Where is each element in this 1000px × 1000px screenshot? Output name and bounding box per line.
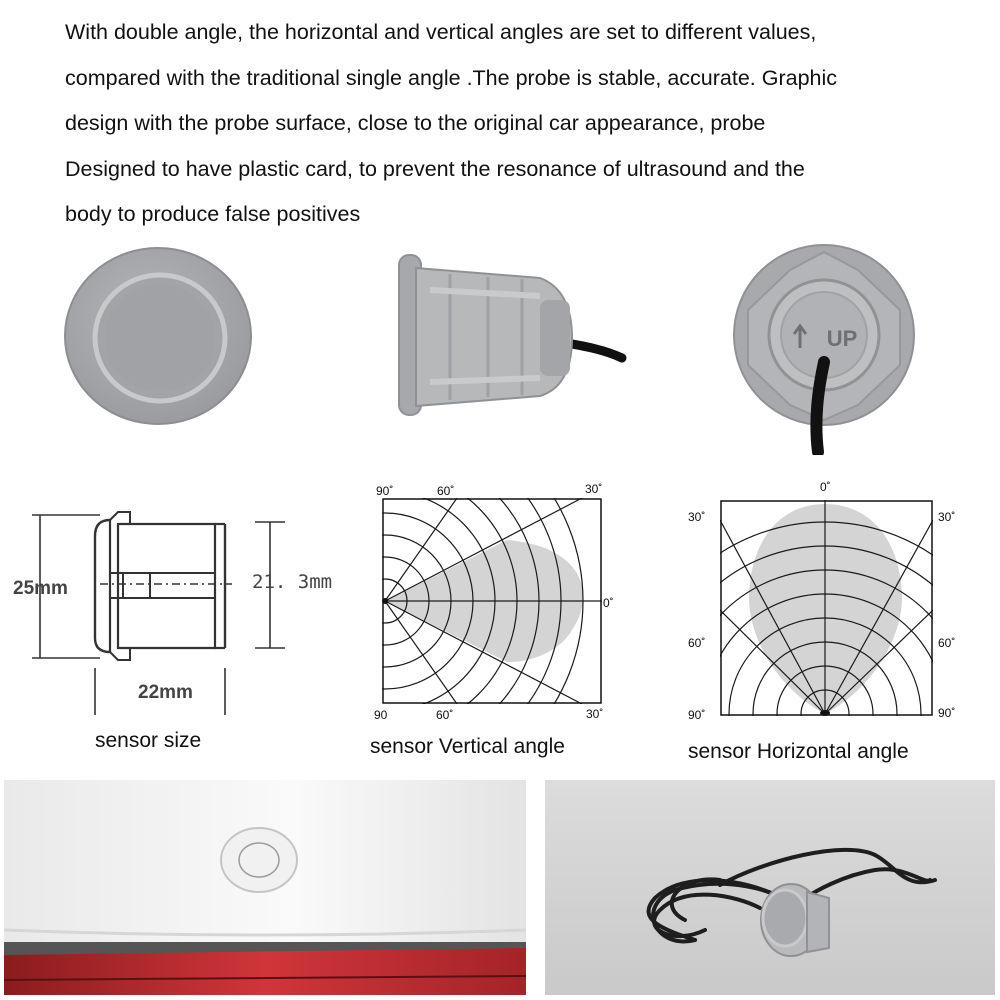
vertical-angle-diagram <box>382 498 602 704</box>
sensor-with-cable-photo <box>545 780 995 995</box>
sensor-front-photo <box>60 240 260 430</box>
horizontal-angle-caption: sensor Horizontal angle <box>688 740 909 763</box>
horizontal-angle-diagram <box>720 500 933 716</box>
installed-sensor-photo <box>4 780 526 995</box>
h-right-label-90: 90˚ <box>938 706 956 720</box>
vertical-angle-caption: sensor Vertical angle <box>370 735 565 758</box>
width-dimension-label: 22mm <box>138 682 193 703</box>
h-left-label-30: 30˚ <box>688 510 706 524</box>
description-line: body to produce false positives <box>65 202 361 226</box>
h-left-label-90: 90˚ <box>688 708 706 722</box>
v-bottom-label-90: 90 <box>374 708 388 722</box>
sensor-side-photo <box>390 250 630 420</box>
description-text <box>65 10 995 238</box>
description-line: design with the probe surface, close to the original car appearance, probe <box>65 111 766 135</box>
sensor-back-photo <box>730 240 920 455</box>
h-left-label-60: 60˚ <box>688 636 706 650</box>
h-top-label-0: 0˚ <box>820 480 831 494</box>
v-bottom-label-60: 60˚ <box>436 708 454 722</box>
v-top-label-90: 90˚ <box>376 484 394 498</box>
description-line: With double angle, the horizontal and vertical angles are set to different values, <box>65 20 817 44</box>
up-marking: UP <box>826 326 858 351</box>
v-top-label-60: 60˚ <box>437 484 455 498</box>
description-line: Designed to have plastic card, to prevent the resonance of ultrasound and the <box>65 156 805 181</box>
sensor-size-diagram <box>0 500 360 730</box>
v-right-label-0: 0˚ <box>603 596 614 610</box>
v-bottom-label-30: 30˚ <box>586 707 604 721</box>
h-right-label-60: 60˚ <box>938 636 956 650</box>
description-line: compared with the traditional single angle .The probe is stable, accurate. Graphic <box>65 65 838 90</box>
inner-dimension-label: 21. 3mm <box>252 571 333 593</box>
sensor-size-caption: sensor size <box>95 729 202 752</box>
height-dimension-label: 25mm <box>13 578 68 599</box>
v-top-label-30: 30˚ <box>585 482 603 496</box>
h-right-label-30: 30˚ <box>938 510 956 524</box>
